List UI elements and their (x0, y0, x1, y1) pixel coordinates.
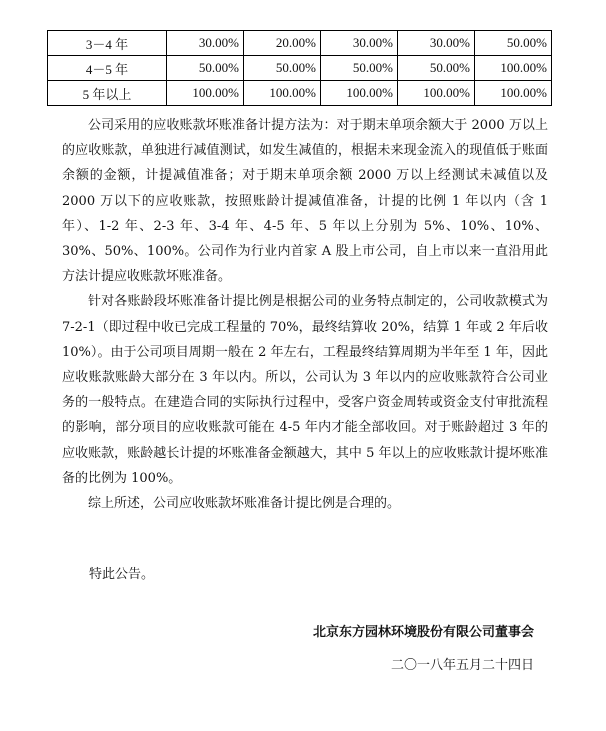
paragraph-conclusion: 综上所述，公司应收账款坏账准备计提比例是合理的。 (88, 496, 401, 512)
aging-cell: 4－5 年 (48, 56, 167, 81)
ratio-cell: 100.00% (244, 81, 321, 106)
announcement-date: 二〇一八年五月二十四日 (390, 658, 534, 673)
ratio-cell: 50.00% (398, 56, 475, 81)
paragraph-method: 公司采用的应收账款坏账准备计提方法为：对于期末单项余额大于 2000 万以上的应收账款，单独进行减值测试，如发生减值的，根据未来现金流入的现值低于账面余额的金额，计提减值准备；对于期末单项余额 2000 万以上经测试未减值以及 2000 万以下的应收账款，按照账龄计提减值准备，计提的比例 1 年以内（含 1 年）、1-2 年、2-3 年、3-4 年、4-5 年、5 年以上分别为 5%、10%、10%、30%、50%、100%。公司作为行业内首家 A 股上市公司，自上市以来一直沿用此方法计提应收账款坏账准备。 (62, 118, 548, 285)
ratio-cell: 50.00% (167, 56, 244, 81)
closing-notice: 特此公告。 (89, 567, 155, 582)
ratio-cell: 100.00% (321, 81, 398, 106)
ratio-cell: 50.00% (475, 31, 552, 56)
ratio-cell: 20.00% (244, 31, 321, 56)
aging-cell: 5 年以上 (48, 81, 167, 106)
ratio-cell: 100.00% (475, 56, 552, 81)
ratio-cell: 50.00% (321, 56, 398, 81)
table-row (48, 31, 552, 56)
announcement-body (62, 113, 548, 516)
ratio-cell: 100.00% (398, 81, 475, 106)
ratio-cell: 30.00% (321, 31, 398, 56)
paragraph-rationale: 针对各账龄段坏账准备计提比例是根据公司的业务特点制定的，公司收款模式为 7-2-1（即过程中收已完成工程量的 70%，最终结算收 20%，结算 1 年或 2 年后收 10%）。由于公司项目周期一般在 2 年左右，工程最终结算周期为半年至 1 年，因此应收账款账龄大部分在 3 年以内。所以，公司认为 3 年以内的应收账款符合公司业务的一般特点。在建造合同的实际执行过程中，受客户资金周转或资金支付审批流程的影响，部分项目的应收账款可能在 4-5 年内才能全部收回。对于账龄超过 3 年的应收账款，账龄越长计提的坏账准备金额越大，其中 5 年以上的应收账款计提坏账准备的比例为 100%。 (62, 294, 548, 486)
signer-name: 北京东方园林环境股份有限公司董事会 (312, 625, 534, 640)
ratio-cell: 30.00% (167, 31, 244, 56)
ratio-cell: 100.00% (167, 81, 244, 106)
ratio-cell: 30.00% (398, 31, 475, 56)
table-row (48, 56, 552, 81)
bad-debt-ratio-table (47, 30, 552, 106)
table-row (48, 81, 552, 106)
ratio-cell: 100.00% (475, 81, 552, 106)
aging-cell: 3－4 年 (48, 31, 167, 56)
ratio-cell: 50.00% (244, 56, 321, 81)
